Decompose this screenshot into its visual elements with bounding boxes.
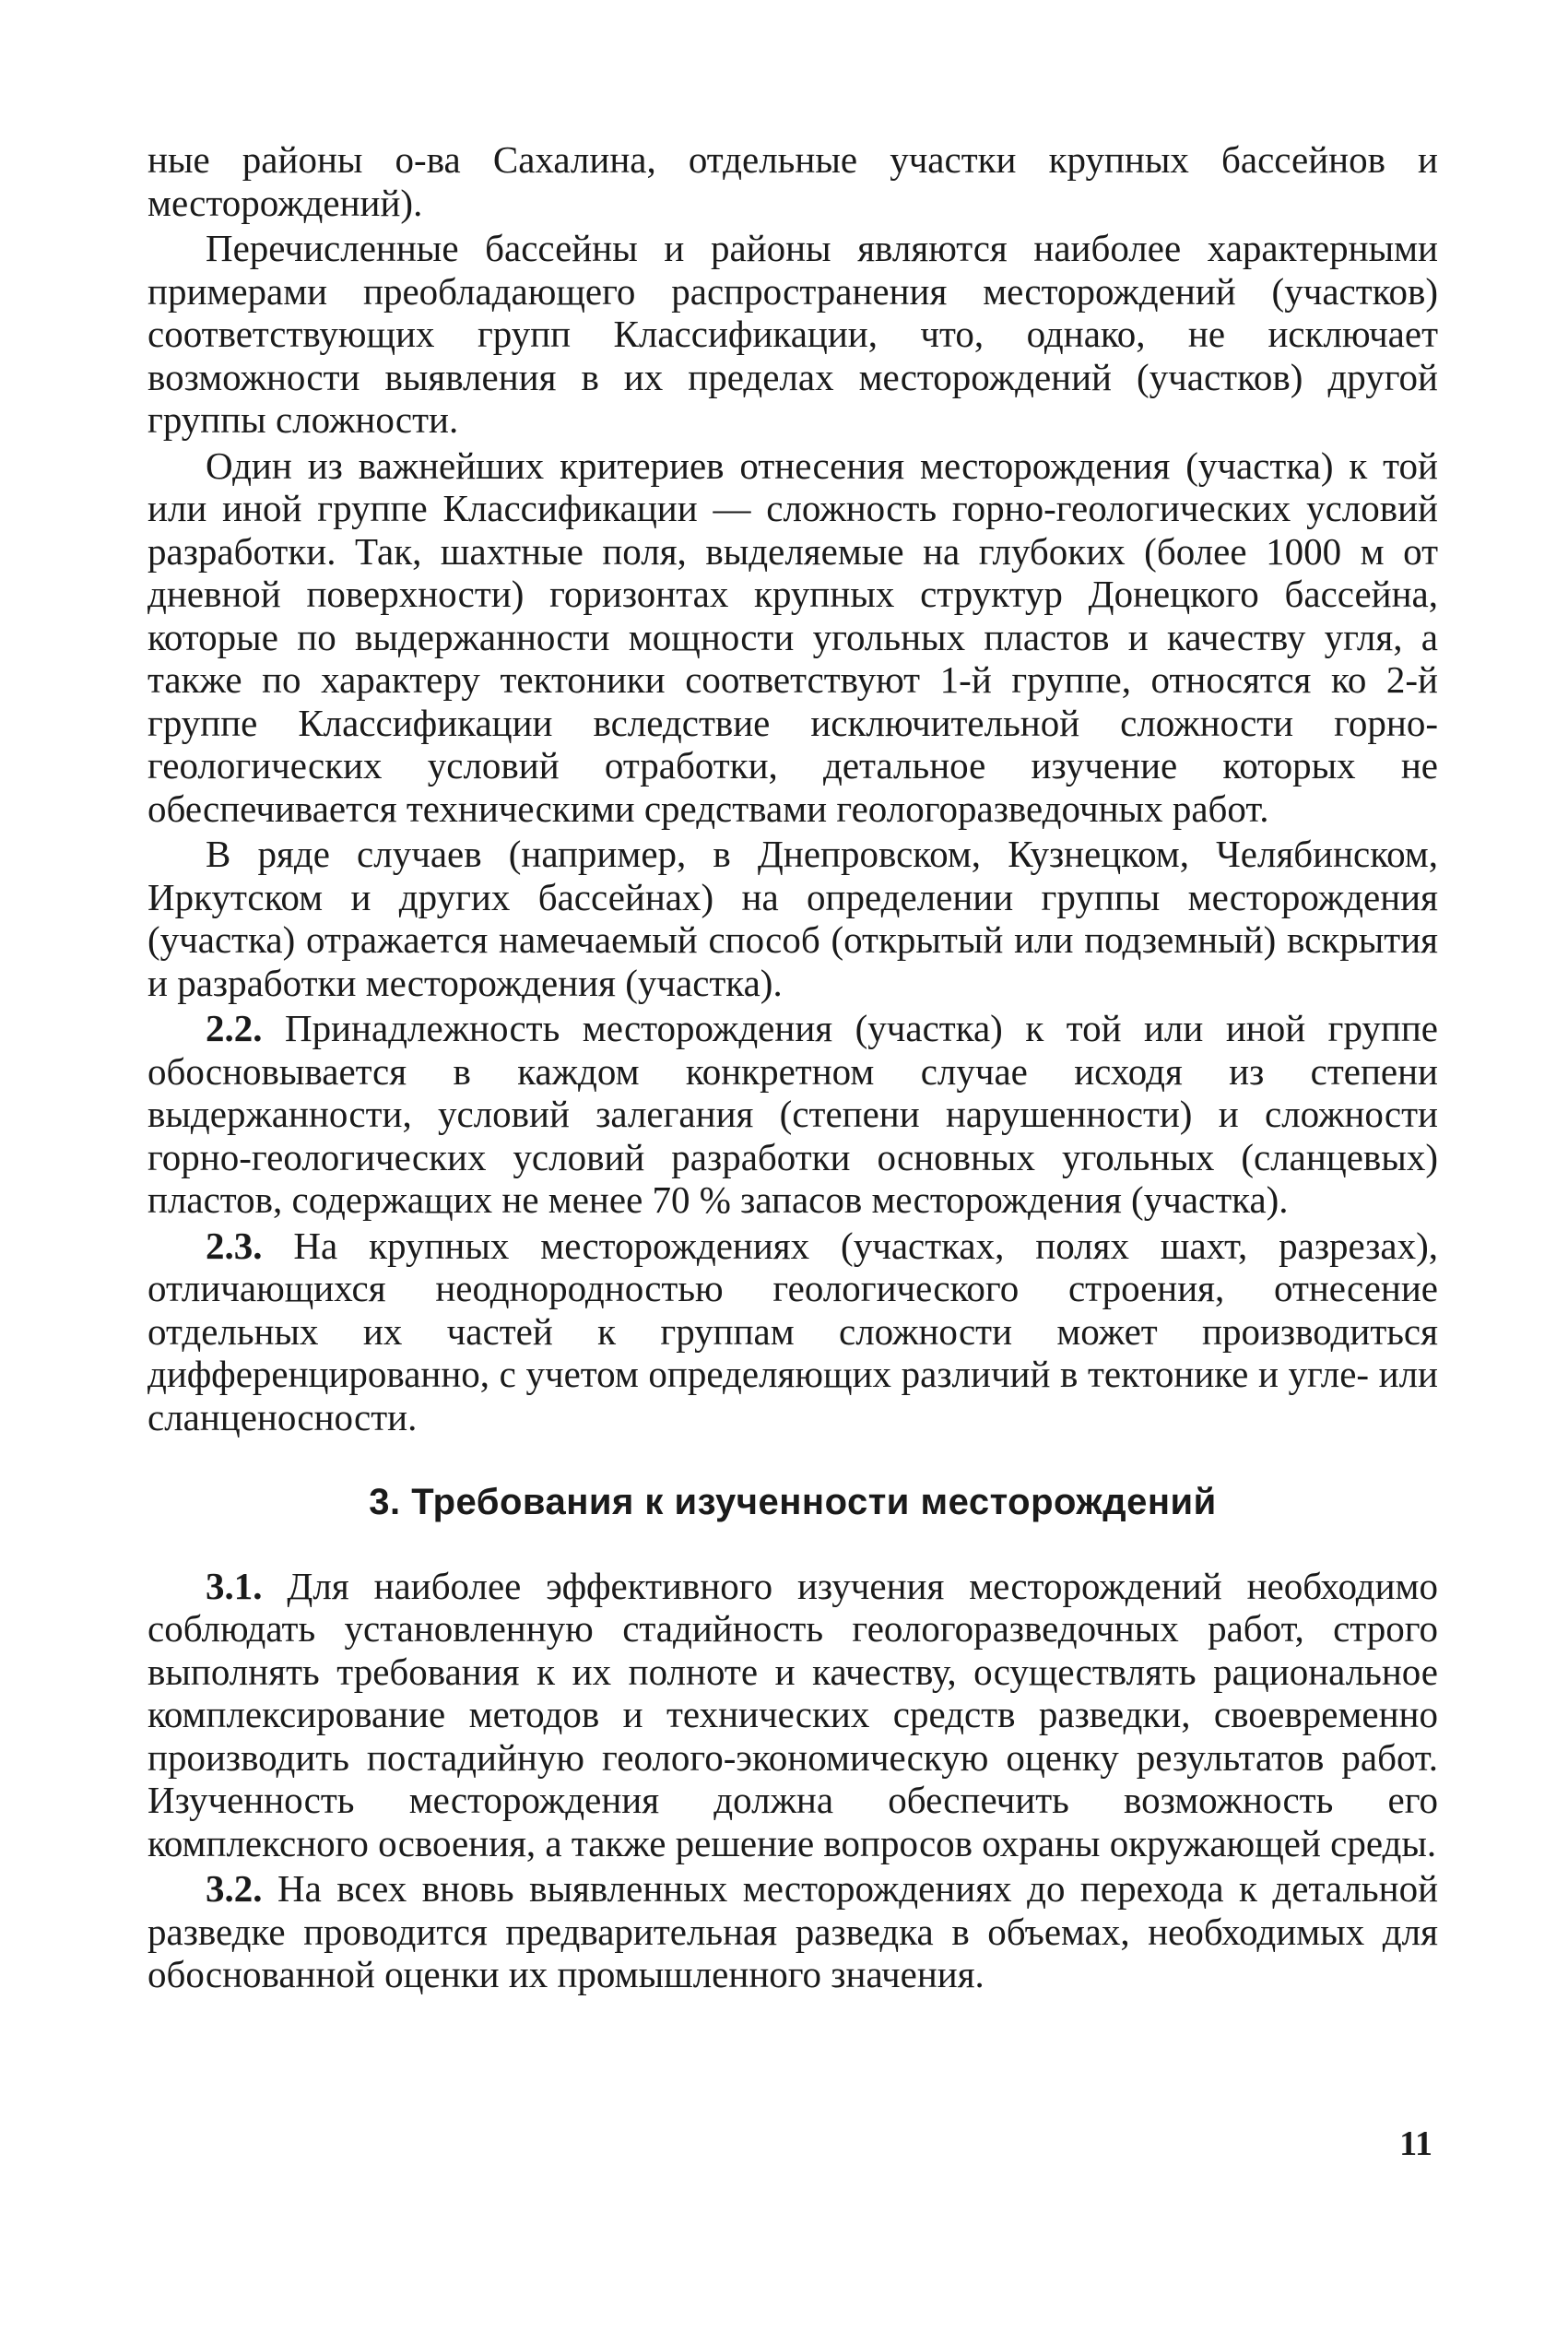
continuation-paragraph: ные районы о-ва Сахалина, отдельные участки крупных бассейнов и месторождений). <box>147 138 1438 224</box>
page-number: 11 <box>1399 2124 1432 2163</box>
clause-3-2 <box>147 1867 1438 1996</box>
clause-3-1-text: Для наиболее эффективного изучения месторождений необходимо соблюдать установленную стадийность геологоразведочных работ, строго выполнять требования к их полноте и качеству, осуществлять рациональное комплексирование методов и технических средств разведки, своевременно производить постадийную геолого-экономическую оценку результатов работ. Изученность месторождения должна обеспечить возможность его комплексного освоения, а также решение вопросов охраны окружающей среды. <box>147 1564 1439 1864</box>
clause-3-2-number: 3.2. <box>206 1867 263 1910</box>
clause-2-3 <box>147 1225 1438 1439</box>
paragraph-basins: Перечисленные бассейны и районы являются наиболее характерными примерами преобладающего распространения месторождений (участков) соответствующих групп Классификации, что, однако, не исключает возможности выявления в их пределах месторождений (участков) другой группы сложности. <box>147 227 1438 441</box>
clause-3-1-number: 3.1. <box>206 1564 263 1607</box>
clause-2-3-text: На крупных месторождениях (участках, полях шахт, разрезах), отличающихся неоднородностью геологического строения, отнесение отдельных их частей к группам сложности может производиться дифференцированно, с учетом определяющих различий в тектонике и угле- или сланценосности. <box>147 1224 1439 1438</box>
clause-2-3-number: 2.3. <box>206 1224 263 1267</box>
clause-2-2-number: 2.2. <box>206 1007 263 1049</box>
paragraph-criteria: Один из важнейших критериев отнесения месторождения (участка) к той или иной группе Классификации — сложность горно-геологических условий разработки. Так, шахтные поля, выделяемые на глубоких (более 1000 м от дневной поверхности) горизонтах крупных структур Донецкого бассейна, которые по выдержанности мощности угольных пластов и качеству угля, а также по характеру тектоники соответствуют 1-й группе, относятся ко 2-й группе Классификации вследствие исключительной сложности горно-геологических условий отработки, детальное изучение которых не обеспечивается техническими средствами геологоразведочных работ. <box>147 444 1438 830</box>
paragraph-cases: В ряде случаев (например, в Днепровском, Кузнецком, Челябинском, Иркутском и других бассейнах) на определении группы месторождения (участка) отражается намечаемый способ (открытый или подземный) вскрытия и разработки месторождения (участка). <box>147 833 1438 1004</box>
clause-3-2-text: На всех вновь выявленных месторождениях до перехода к детальной разведке проводится предварительная разведка в объемах, необходимых для обоснованной оценки их промышленного значения. <box>147 1867 1439 1995</box>
document-page <box>147 138 1438 1999</box>
clause-3-1 <box>147 1565 1438 1865</box>
section-heading: 3. Требования к изученности месторождений <box>369 1482 1217 1522</box>
clause-2-2 <box>147 1007 1438 1222</box>
clause-2-2-text: Принадлежность месторождения (участка) к той или иной группе обосновывается в каждом конкретном случае исходя из степени выдержанности, условий залегания (степени нарушенности) и сложности горно-геологических условий разработки основных угольных (сланцевых) пластов, содержащих не менее 70 % запасов месторождения (участка). <box>147 1007 1439 1221</box>
